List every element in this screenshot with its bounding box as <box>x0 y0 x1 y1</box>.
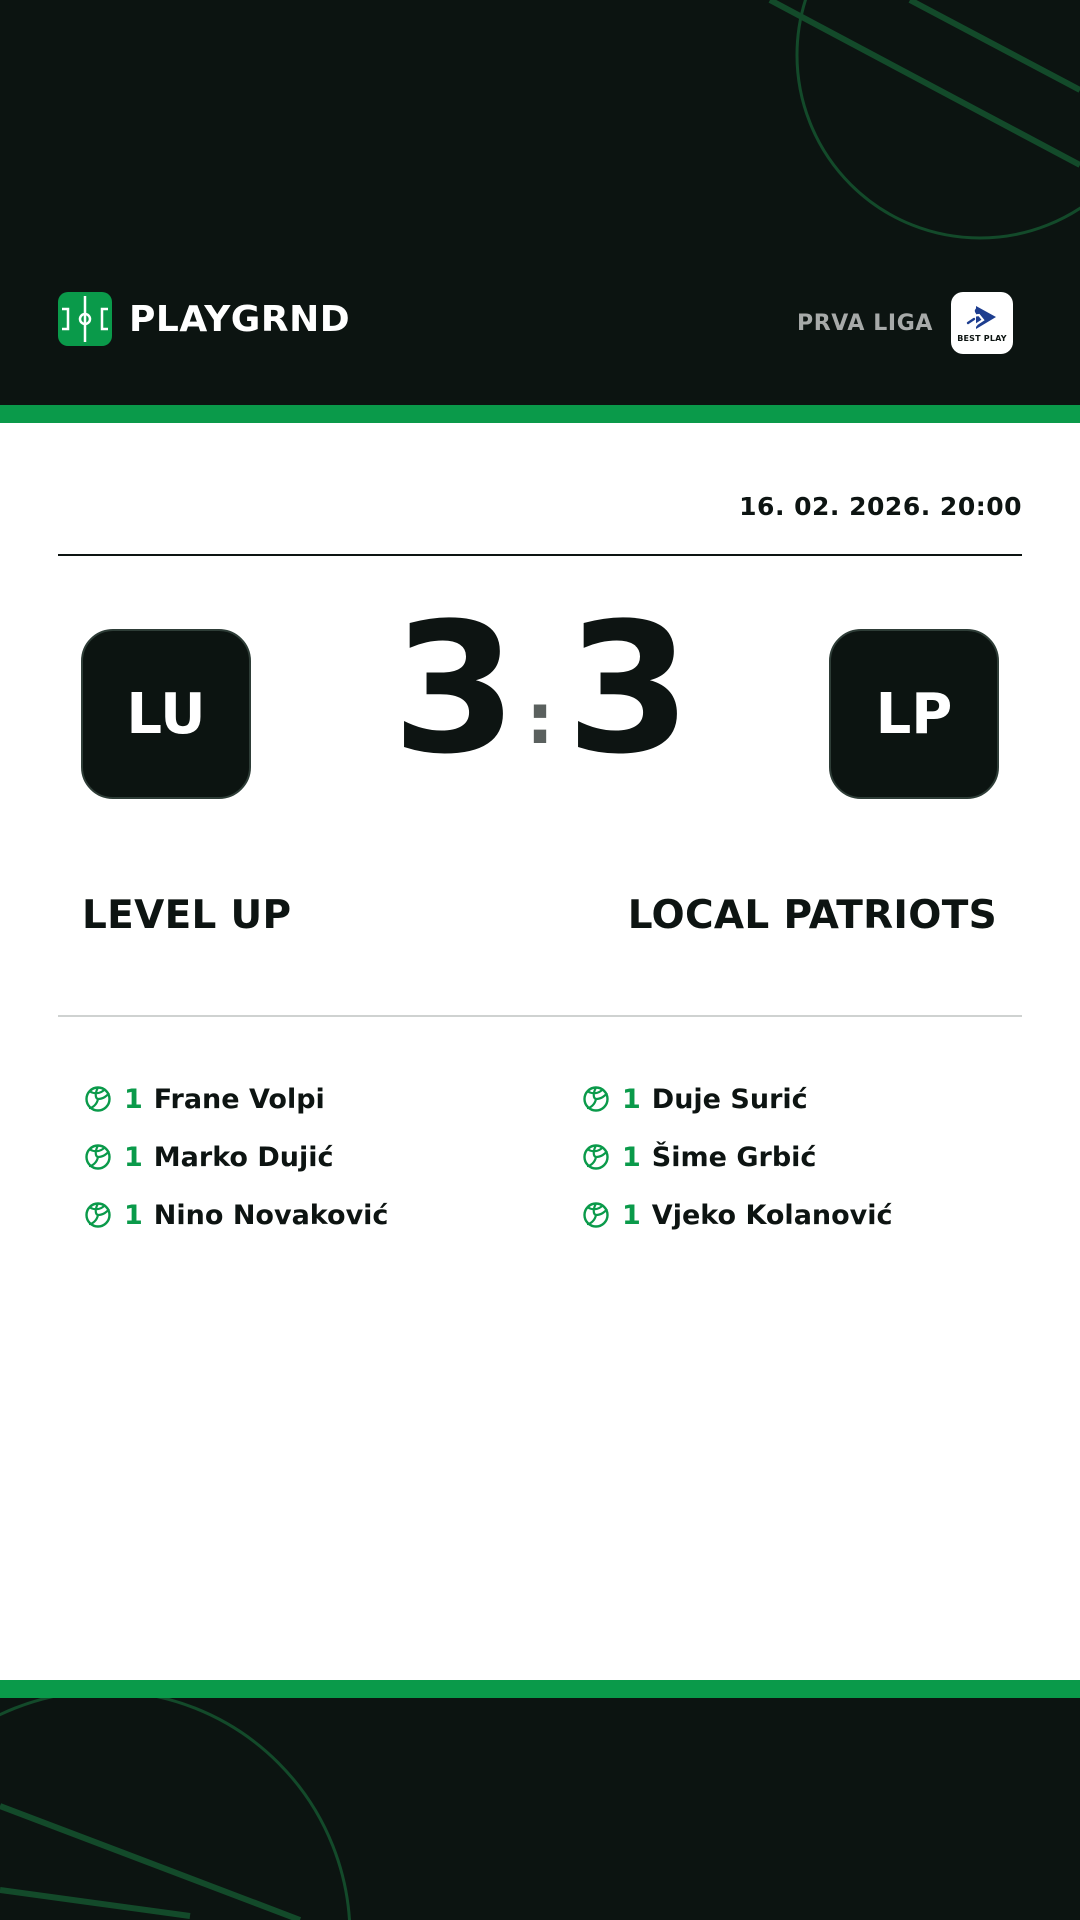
goal-count: 1 <box>124 1199 143 1231</box>
goal-count: 1 <box>124 1083 143 1115</box>
league-badge <box>951 292 1013 354</box>
brand-name: PLAYGRND <box>129 298 351 340</box>
scorer-name: Marko Dujić <box>153 1141 334 1173</box>
home-team-abbr: LU <box>126 681 206 747</box>
volleyball-icon <box>582 1143 610 1171</box>
scorer-row <box>84 1186 504 1244</box>
home-team-name: LEVEL UP <box>82 893 292 938</box>
volleyball-icon <box>84 1143 112 1171</box>
scorer-row <box>582 1070 1002 1128</box>
footer-banner <box>0 1698 1080 1920</box>
goal-count: 1 <box>124 1141 143 1173</box>
league-badge-label: BEST PLAY <box>957 334 1007 343</box>
away-team-name: LOCAL PATRIOTS <box>627 893 997 938</box>
pitch-icon <box>58 292 112 346</box>
scorer-row <box>582 1128 1002 1186</box>
scorer-row <box>84 1070 504 1128</box>
away-score: 3 <box>566 585 692 794</box>
home-score: 3 <box>392 585 518 794</box>
home-scorers-list <box>84 1070 504 1244</box>
scorer-name: Nino Novaković <box>153 1199 389 1231</box>
volleyball-icon <box>582 1085 610 1113</box>
score-separator: : <box>526 678 554 760</box>
match-datetime: 16. 02. 2026. 20:00 <box>739 492 1022 521</box>
volleyball-icon <box>84 1085 112 1113</box>
league-name: PRVA LIGA <box>797 310 933 336</box>
brand[interactable] <box>58 292 350 346</box>
home-team-badge <box>81 629 251 799</box>
divider <box>58 554 1022 556</box>
goal-count: 1 <box>622 1083 641 1115</box>
accent-bar-bottom <box>0 1680 1080 1698</box>
volleyball-icon <box>582 1201 610 1229</box>
goal-count: 1 <box>622 1141 641 1173</box>
scorer-row <box>582 1186 1002 1244</box>
divider <box>58 1015 1022 1017</box>
header-banner <box>0 0 1080 405</box>
away-scorers-list <box>582 1070 1002 1244</box>
scorer-name: Frane Volpi <box>153 1083 325 1115</box>
volleyball-icon <box>84 1201 112 1229</box>
away-team-abbr: LP <box>875 681 953 747</box>
scorer-row <box>84 1128 504 1186</box>
away-team-badge <box>829 629 999 799</box>
scorer-name: Šime Grbić <box>651 1141 817 1173</box>
scorer-name: Duje Surić <box>651 1083 808 1115</box>
pitch-lines-decoration <box>0 1698 1080 1920</box>
best-play-logo-icon <box>962 303 1002 333</box>
league-info <box>797 292 1013 354</box>
scorer-name: Vjeko Kolanović <box>651 1199 893 1231</box>
accent-bar-top <box>0 405 1080 423</box>
goal-count: 1 <box>622 1199 641 1231</box>
